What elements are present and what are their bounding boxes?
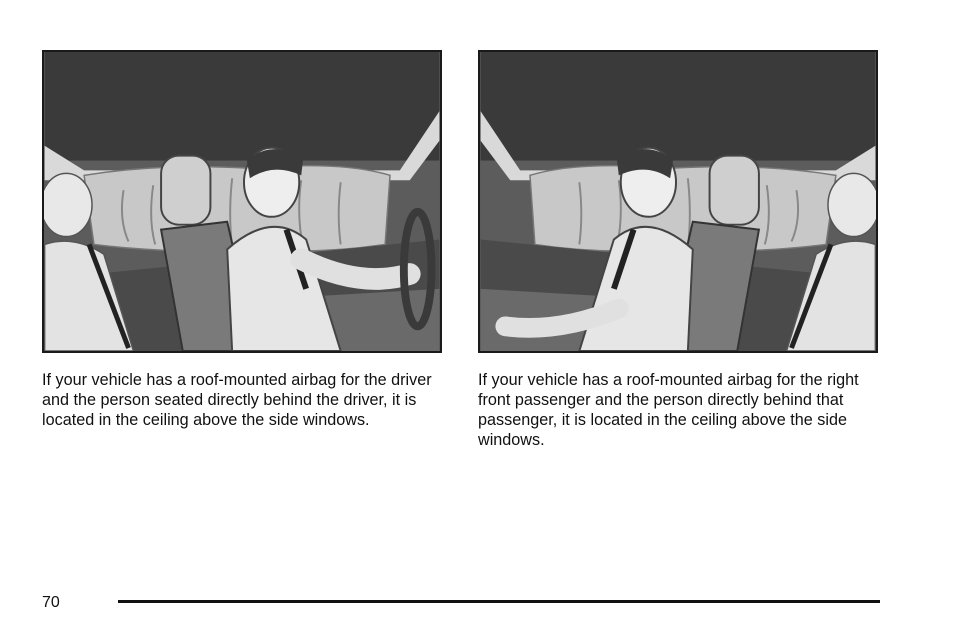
driver-side-airbag-illustration xyxy=(42,50,442,353)
caption-passenger-airbag: If your vehicle has a roof-mounted airbag for the right front passenger and the person directly behind that passenger, it is located in the ceiling above the side windows. xyxy=(478,371,859,449)
caption-driver-airbag: If your vehicle has a roof-mounted airbag for the driver and the person seated directly behind the driver, it is located in the ceiling above the side windows. xyxy=(42,371,432,429)
passenger-side-airbag-illustration xyxy=(478,50,878,353)
footer-rule xyxy=(118,600,880,603)
passenger-airbag-icon xyxy=(480,52,876,351)
driver-airbag-icon xyxy=(44,52,440,351)
page-number: 70 xyxy=(42,594,60,611)
